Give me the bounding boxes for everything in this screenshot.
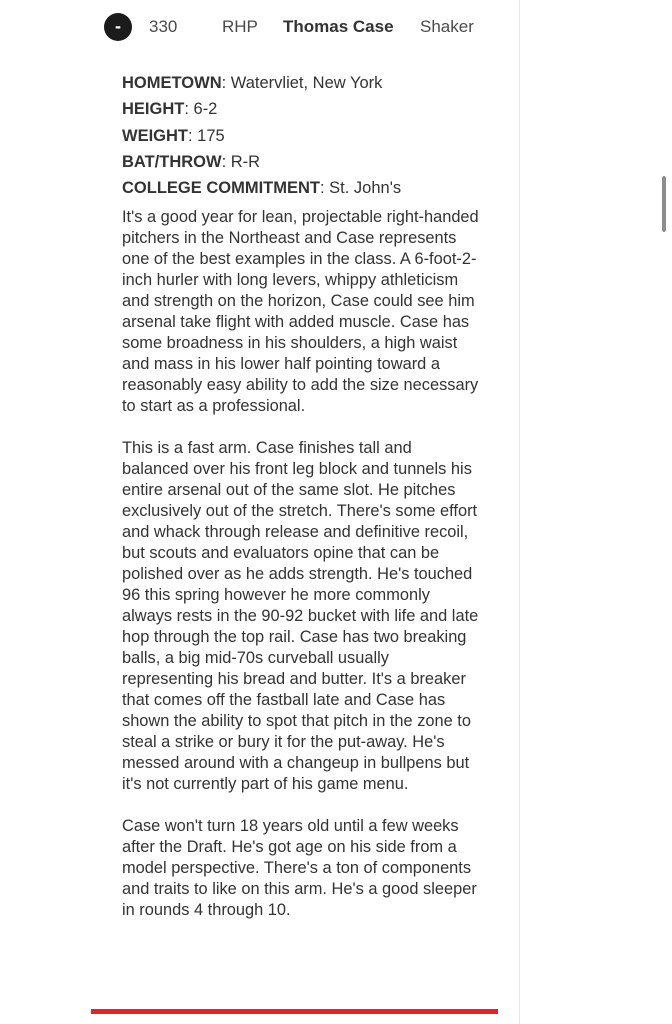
- content-column-border: [519, 0, 520, 1024]
- bio-list: [122, 70, 492, 201]
- bio-bat-throw: BAT/THROW: R-R: [122, 152, 261, 171]
- report-paragraph: Case won't turn 18 years old until a few weeks after the Draft. He's got age on his side from a model perspective. There's a ton of components and traits to like on this arm. He's a good sleeper in rounds 4 through 10.: [122, 817, 477, 919]
- bio-value: R-R: [230, 152, 261, 171]
- bio-key: BAT/THROW: [122, 152, 222, 171]
- bio-height: HEIGHT: 6-2: [122, 100, 218, 119]
- bio-college-commitment: COLLEGE COMMITMENT: St. John's: [122, 179, 402, 198]
- prospect-school: Shaker: [420, 17, 474, 36]
- bio-hometown: HOMETOWN: Watervliet, New York: [122, 74, 383, 92]
- prospect-header-row[interactable]: [0, 0, 519, 54]
- bio-value: Watervliet, New York: [230, 74, 383, 92]
- prospect-rank: 330: [149, 17, 178, 36]
- bio-key: HOMETOWN: [122, 74, 222, 92]
- scouting-report: [122, 207, 482, 942]
- collapse-button[interactable]: -: [104, 13, 132, 41]
- bio-key: HEIGHT: [122, 100, 185, 119]
- bio-key: WEIGHT: [122, 126, 188, 145]
- prospect-name: Thomas Case: [283, 17, 394, 36]
- bio-key: COLLEGE COMMITMENT: [122, 179, 320, 198]
- report-paragraph: This is a fast arm. Case finishes tall and balanced over his front leg block and tunnels his entire arsenal out of the same slot. He pitches exclusively out of the stretch. There's some effort and whack through release and definitive recoil, but scouts and evaluators opine that can be polished over as he adds strength. He's touched 96 this spring however he more commonly always rests in the 90-92 bucket with life and late hop through the top rail. Case has two breaking balls, a big mid-70s curveball usually representing his bread and butter. It's a breaker that comes off the fastball late and Case has shown the ability to spot that pitch in the zone to steal a strike or bury it for the put-away. He's messed around with a changeup in bullpens but it's not currently part of his game menu.: [122, 439, 479, 793]
- bio-value: 175: [197, 126, 225, 145]
- scrollbar-thumb[interactable]: [662, 176, 666, 232]
- report-paragraph: It's a good year for lean, projectable right-handed pitchers in the Northeast and Case represents one of the best examples in the class. A 6-foot-2-inch hurler with long levers, whippy athleticism and strength on the horizon, Case could see him arsenal take flight with added muscle. Case has some broadness in his shoulders, a high waist and mass in his lower half pointing toward a reasonably easy ability to add the size necessary to start as a professional.: [122, 208, 479, 415]
- bio-value: 6-2: [193, 100, 218, 119]
- bio-value: St. John's: [329, 179, 402, 198]
- section-divider-red: [91, 1009, 498, 1014]
- bio-weight: WEIGHT: 175: [122, 126, 225, 145]
- prospect-position: RHP: [222, 17, 258, 36]
